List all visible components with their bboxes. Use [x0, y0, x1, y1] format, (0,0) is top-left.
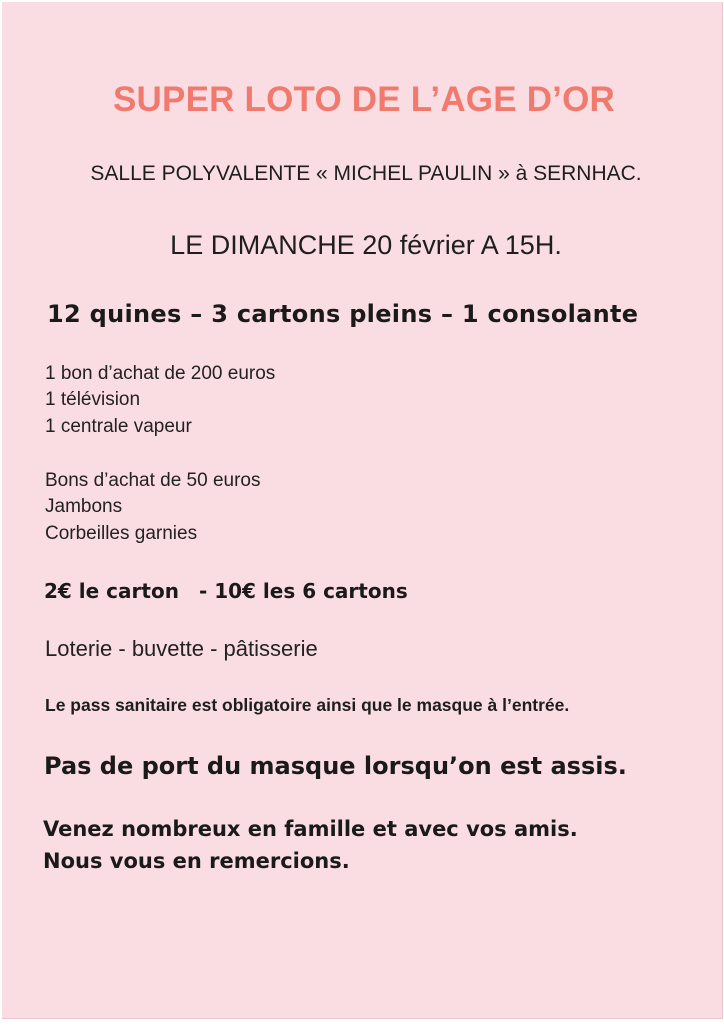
sanitary-notice: Le pass sanitaire est obligatoire ainsi que le masque à l’entrée.	[45, 695, 570, 715]
pricing-line	[44, 579, 408, 603]
game-summary: 12 quines – 3 cartons pleins – 1 consolante	[47, 300, 639, 328]
venue-line: SALLE POLYVALENTE « MICHEL PAULIN » à SERNHAC.	[90, 162, 642, 185]
price-single: 2€ le carton	[44, 579, 179, 603]
prize-item: 1 télévision	[45, 389, 141, 410]
event-title: SUPER LOTO DE L’AGE D’OR	[113, 80, 615, 119]
prize-item: 1 bon d’achat de 200 euros	[45, 363, 276, 384]
prize-item: 1 centrale vapeur	[45, 416, 192, 437]
date-line: LE DIMANCHE 20 février A 15H.	[170, 230, 562, 260]
prize-item: Jambons	[45, 496, 123, 517]
extras-line: Loterie - buvette - pâtisserie	[45, 636, 318, 661]
price-bundle: - 10€ les 6 cartons	[198, 579, 408, 603]
prize-item: Corbeilles garnies	[45, 523, 198, 544]
mask-notice: Pas de port du masque lorsqu’on est assis.	[44, 752, 627, 780]
flyer-page	[2, 2, 723, 1019]
prize-item: Bons d’achat de 50 euros	[45, 470, 261, 491]
closing-line: Venez nombreux en famille et avec vos amis.	[43, 817, 578, 841]
closing-line: Nous vous en remercions.	[43, 849, 350, 873]
